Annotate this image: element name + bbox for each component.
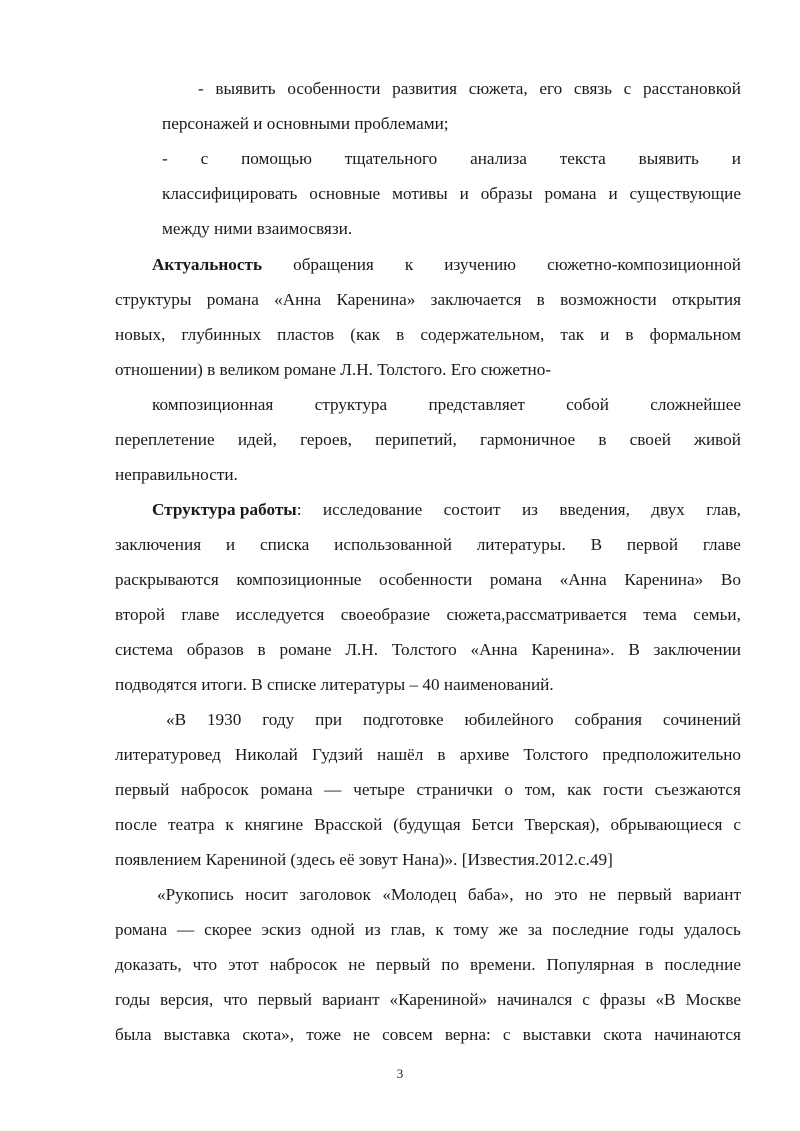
text-line: композиционная структура представляет собой сложнейшее: [152, 395, 741, 414]
line-text: отношении) в великом романе Л.Н. Толстого. Его сюжетно-: [115, 360, 552, 379]
text-line: была выставка скота», тоже не совсем верна: с выставки скота начинаются: [115, 1025, 741, 1044]
text-line: доказать, что этот набросок не первый по времени. Популярная в последние: [115, 955, 741, 974]
text-line: [115, 358, 551, 382]
line-text: подводятся итоги. В списке литературы – 40 наименований.: [115, 675, 554, 694]
text-line: «Рукопись носит заголовок «Молодец баба», но это не первый вариант: [157, 885, 741, 904]
text-line: - выявить особенности развития сюжета, его связь с расстановкой: [198, 79, 741, 98]
text-line: [115, 463, 238, 487]
text-line: Структура работы: исследование состоит из введения, двух глав,: [152, 500, 741, 519]
text-line: после театра к княгине Врасской (будущая Бетси Тверская), обрывающиеся с: [115, 815, 741, 834]
bold-term: Структура работы: [152, 500, 297, 519]
text-line: второй главе исследуется своеобразие сюжета,рассматривается тема семьи,: [115, 605, 741, 624]
punctuation: :: [296, 500, 302, 519]
text-line: Актуальность обращения к изучению сюжетно-композиционной: [152, 253, 741, 277]
line-text: появлением Карениной (здесь её зовут Нана)». [Известия.2012.с.49]: [115, 850, 613, 869]
text-line: заключения и списка использованной литературы. В первой главе: [115, 535, 741, 554]
text-line: [115, 673, 554, 697]
text-line: переплетение идей, героев, перипетий, гармоничное в своей живой: [115, 430, 741, 449]
text-line: [162, 217, 352, 241]
text-line: первый набросок романа — четыре странички о том, как гости съезжаются: [115, 780, 741, 799]
text-line: [162, 112, 449, 136]
text-line: - с помощью тщательного анализа текста выявить и: [162, 149, 741, 168]
text-line: романа — скорее эскиз одной из глав, к тому же за последние годы удалось: [115, 920, 741, 939]
text-line: литературовед Николай Гудзий нашёл в архиве Толстого предположительно: [115, 745, 741, 764]
text-line: раскрываются композиционные особенности романа «Анна Каренина» Во: [115, 570, 741, 589]
text-line: «В 1930 году при подготовке юбилейного собрания сочинений: [166, 710, 741, 729]
text-line: новых, глубинных пластов (как в содержательном, так и в формальном: [115, 325, 741, 344]
text-line: годы версия, что первый вариант «Карениной» начинался с фразы «В Москве: [115, 990, 741, 1009]
bold-term: Актуальность: [152, 255, 263, 274]
line-text: между ними взаимосвязи.: [162, 219, 353, 238]
text-line: классифицировать основные мотивы и образы романа и существующие: [162, 184, 741, 203]
text-line: [115, 848, 613, 872]
page-number: 3: [396, 1066, 404, 1081]
line-text: персонажей и основными проблемами;: [162, 114, 449, 133]
text-line: система образов в романе Л.Н. Толстого «Анна Каренина». В заключении: [115, 640, 741, 659]
line-text: неправильности.: [115, 465, 238, 484]
text-line: структуры романа «Анна Каренина» заключается в возможности открытия: [115, 290, 741, 309]
